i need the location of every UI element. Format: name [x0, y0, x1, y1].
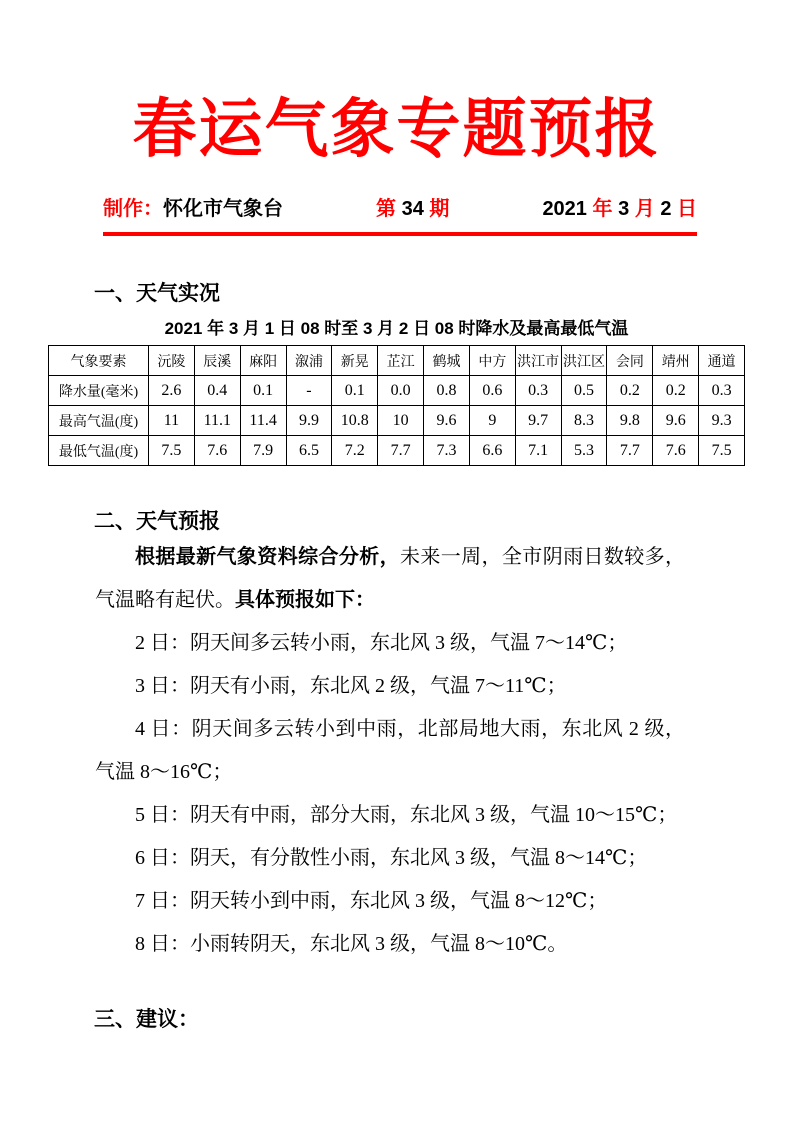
date-month-unit: 月: [629, 198, 661, 220]
forecast-day-3: 3 日：阴天有小雨，东北风 2 级，气温 7～11℃；: [135, 675, 567, 697]
masthead: [103, 196, 697, 223]
section1-heading: 一、天气实况: [94, 282, 220, 305]
table-cell: 6.6: [469, 436, 515, 466]
table-cell: 0.2: [607, 376, 653, 406]
table-row-label: 降水量(毫米): [49, 376, 149, 406]
date-month: 3: [618, 198, 630, 220]
table-row: [49, 436, 745, 466]
table-cell: 9.8: [607, 406, 653, 436]
table-cell: 7.1: [515, 436, 561, 466]
intro-tail: 具体预报如下：: [235, 589, 375, 611]
table-cell: 9: [469, 406, 515, 436]
table-header-station: 通道: [699, 346, 745, 376]
date-year: 2021: [542, 198, 587, 220]
table-cell: 0.3: [515, 376, 561, 406]
table-cell: 2.6: [149, 376, 195, 406]
date-year-unit: 年: [586, 198, 619, 220]
table-cell: 9.9: [286, 406, 332, 436]
weather-table-title: 2021 年 3 月 1 日 08 时至 3 月 2 日 08 时降水及最高最低气温: [164, 319, 629, 338]
produced-label: 制作：: [103, 198, 163, 220]
forecast-day-6: 6 日：阴天，有分散性小雨，东北风 3 级，气温 8～14℃；: [135, 847, 648, 869]
table-row-label: 最低气温(度): [49, 436, 149, 466]
table-cell: 7.6: [653, 436, 699, 466]
producer-line: [103, 196, 283, 223]
table-cell: 0.8: [424, 376, 470, 406]
table-cell: -: [286, 376, 332, 406]
table-cell: 5.3: [561, 436, 607, 466]
table-cell: 7.7: [607, 436, 653, 466]
table-header-row: [49, 346, 745, 376]
table-cell: 9.6: [424, 406, 470, 436]
forecast-day-8: 8 日：小雨转阴天，东北风 3 级，气温 8～10℃。: [135, 933, 568, 955]
table-cell: 7.2: [332, 436, 378, 466]
table-header-station: 溆浦: [286, 346, 332, 376]
table-cell: 0.4: [194, 376, 240, 406]
table-cell: 10: [378, 406, 424, 436]
table-cell: 7.6: [194, 436, 240, 466]
table-header-station: 芷江: [378, 346, 424, 376]
table-cell: 11: [149, 406, 195, 436]
table-header-station: 中方: [469, 346, 515, 376]
table-cell: 7.7: [378, 436, 424, 466]
forecast-day-2: 2 日：阴天间多云转小雨，东北风 3 级，气温 7～14℃；: [135, 632, 628, 654]
table-header-station: 辰溪: [194, 346, 240, 376]
table-cell: 8.3: [561, 406, 607, 436]
table-header-station: 洪江区: [561, 346, 607, 376]
table-cell: 7.5: [699, 436, 745, 466]
date-day: 2: [660, 198, 672, 220]
issue-line: [283, 196, 542, 223]
table-cell: 6.5: [286, 436, 332, 466]
table-header-station: 靖州: [653, 346, 699, 376]
table-cell: 0.0: [378, 376, 424, 406]
table-body: [49, 376, 745, 466]
forecast-intro: [95, 536, 685, 622]
table-row: [49, 406, 745, 436]
table-header-station: 会同: [607, 346, 653, 376]
intro-lead: 根据最新气象资料综合分析，: [135, 546, 400, 568]
section2-heading: 二、天气预报: [94, 510, 220, 533]
weather-table: [48, 345, 745, 466]
table-header-station: 洪江市: [515, 346, 561, 376]
table-cell: 7.5: [149, 436, 195, 466]
table-cell: 7.9: [240, 436, 286, 466]
table-cell: 11.4: [240, 406, 286, 436]
table-cell: 10.8: [332, 406, 378, 436]
table-cell: 7.3: [424, 436, 470, 466]
table-cell: 0.5: [561, 376, 607, 406]
issue-prefix: 第: [376, 198, 402, 220]
section3-heading: 三、建议：: [94, 1008, 199, 1031]
table-cell: 0.2: [653, 376, 699, 406]
table-cell: 0.6: [469, 376, 515, 406]
date-day-unit: 日: [671, 198, 697, 220]
issue-number: 34: [401, 198, 424, 220]
table-header-station: 沅陵: [149, 346, 195, 376]
masthead-divider: [103, 232, 697, 236]
table-row: [49, 376, 745, 406]
table-header-station: 鹤城: [424, 346, 470, 376]
document-title: 春运气象专题预报: [132, 92, 661, 167]
table-cell: 0.1: [332, 376, 378, 406]
table-cell: 9.7: [515, 406, 561, 436]
forecast-day-7: 7 日：阴天转小到中雨，东北风 3 级，气温 8～12℃；: [135, 890, 608, 912]
table-header-station: 麻阳: [240, 346, 286, 376]
table-cell: 9.3: [699, 406, 745, 436]
producer-name: 怀化市气象台: [163, 198, 283, 220]
intro-body: 未来一周，全市阴雨日数较多，气温略有起伏。: [95, 546, 685, 611]
forecast-day-5: 5 日：阴天有中雨，部分大雨，东北风 3 级，气温 10～15℃；: [135, 804, 678, 826]
table-header-station: 新晃: [332, 346, 378, 376]
table-header-element: 气象要素: [49, 346, 149, 376]
table-row-label: 最高气温(度): [49, 406, 149, 436]
table-cell: 0.1: [240, 376, 286, 406]
forecast-day-4: 4 日：阴天间多云转小到中雨，北部局地大雨，东北风 2 级，气温 8～16℃；: [95, 718, 685, 783]
table-cell: 9.6: [653, 406, 699, 436]
table-cell: 11.1: [194, 406, 240, 436]
table-cell: 0.3: [699, 376, 745, 406]
issue-date: [542, 196, 697, 223]
issue-suffix: 期: [423, 198, 450, 220]
